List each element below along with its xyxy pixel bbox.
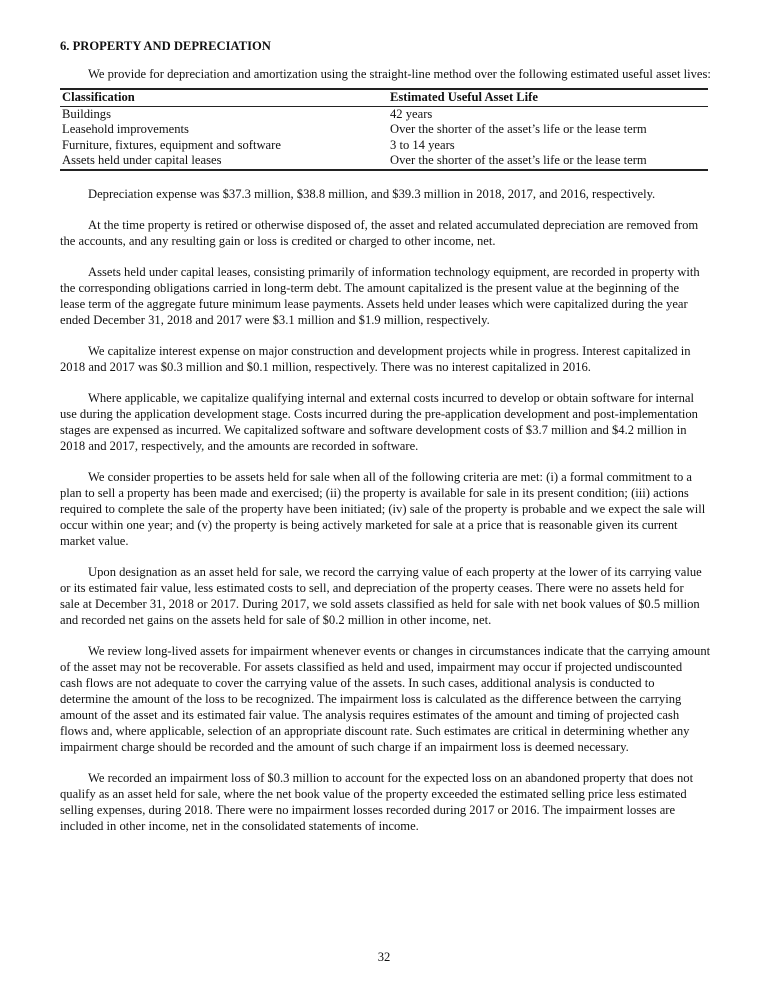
text-line: Depreciation expense was $37.3 million, $38.8 million, and $39.3 million in 2018, 2017, and 2016, respectively. (88, 186, 656, 201)
paragraph (60, 186, 710, 202)
body-text (60, 186, 710, 834)
text-line: We review long-lived assets for impairment whenever events or changes in circumstances indicate that the carrying amount (88, 643, 711, 658)
paragraph (60, 217, 710, 249)
cell-classification: Leasehold improvements (62, 122, 189, 136)
column-header-classification: Classification (60, 89, 388, 106)
text-line: occur within one year; and (v) the property is being actively marketed for sale at a price that is reasonable given its current (60, 517, 678, 532)
table-row (60, 106, 708, 122)
cell-useful-life: Over the shorter of the asset’s life or the lease term (390, 153, 647, 167)
text-line: 2018 and 2017, respectively, and the amounts are recorded in software. (60, 438, 419, 453)
text-line: selling expenses, during 2018. There were no impairment losses recorded during 2017 or 2016. The impairment losses are (60, 802, 676, 817)
text-line: At the time property is retired or otherwise disposed of, the asset and related accumulated depreciation are removed from (88, 217, 699, 232)
text-line: stages are expensed as incurred. We capitalized software and software development costs of $3.7 million and $4.2 million in (60, 422, 687, 437)
text-line: the accounts, and any resulting gain or loss is credited or charged to other income, net. (60, 233, 496, 248)
text-line: We consider properties to be assets held for sale when all of the following criteria are met: (i) a formal commitment to a (88, 469, 692, 484)
cell-classification: Assets held under capital leases (62, 153, 222, 167)
document-page (60, 38, 710, 834)
text-line: ended December 31, 2018 and 2017 were $3.1 million and $1.9 million, respectively. (60, 312, 490, 327)
text-line: required to complete the sale of the property have been initiated; (iv) sale of the property is probable and we expect the sale will (60, 501, 706, 516)
text-line: 2018 and 2017 was $0.3 million and $0.1 million, respectively. There was no interest capitalized in 2016. (60, 359, 591, 374)
column-header-useful-life: Estimated Useful Asset Life (388, 89, 708, 106)
table-row (60, 138, 708, 154)
paragraph (60, 770, 710, 834)
cell-useful-life: 42 years (390, 106, 433, 121)
paragraph (60, 390, 710, 454)
text-line: qualify as an asset held for sale, where the net book value of the property exceeded the estimated selling price less estimated (60, 786, 687, 801)
text-line: use during the application development stage. Costs incurred during the pre-application development and post-implementation (60, 406, 698, 421)
text-line: included in other income, net in the consolidated statements of income. (60, 818, 419, 833)
text-line: plan to sell a property has been made and exercised; (ii) the property is available for sale in its present condition; (iii) actions (60, 485, 689, 500)
intro-paragraph: We provide for depreciation and amortization using the straight-line method over the following estimated useful asset lives: (88, 67, 711, 81)
cell-classification: Buildings (62, 106, 111, 121)
text-line: Where applicable, we capitalize qualifying internal and external costs incurred to develop or obtain software for internal (88, 390, 695, 405)
text-line: of the asset may not be recoverable. For assets classified as held and used, impairment may occur if projected undiscounted (60, 659, 683, 674)
asset-life-table (60, 88, 708, 171)
cell-useful-life: 3 to 14 years (390, 137, 455, 152)
text-line: market value. (60, 533, 129, 548)
text-line: amount of the asset and its estimated fair value. The analysis requires estimates of the amount and timing of projected cash (60, 707, 680, 722)
cell-useful-life: Over the shorter of the asset’s life or the lease term (390, 122, 647, 136)
text-line: We capitalize interest expense on major construction and development projects while in progress. Interest capitalized in (88, 343, 691, 358)
paragraph (60, 343, 710, 375)
text-line: We recorded an impairment loss of $0.3 million to account for the expected loss on an abandoned property that does not (88, 770, 694, 785)
text-line: the corresponding obligations carried in long-term debt. The amount capitalized is the present value at the beginning of the (60, 280, 680, 295)
cell-classification: Furniture, fixtures, equipment and software (62, 137, 281, 152)
table-row (60, 153, 708, 170)
section-heading: 6. PROPERTY AND DEPRECIATION (60, 39, 271, 53)
text-line: and recorded net gains on the assets held for sale of $0.2 million in other income, net. (60, 612, 492, 627)
table-header-row (60, 89, 708, 106)
paragraph (60, 643, 710, 755)
text-line: cash flows are not adequate to cover the carrying value of the assets. In such cases, additional analysis is conducted to (60, 675, 655, 690)
table-row (60, 122, 708, 138)
paragraph (60, 264, 710, 328)
paragraph (60, 564, 710, 628)
text-line: Upon designation as an asset held for sale, we record the carrying value of each property at the lower of its carrying value (88, 564, 702, 579)
paragraph (60, 469, 710, 549)
text-line: sale at December 31, 2018 or 2017. During 2017, we sold assets classified as held for sale with net book values of $0.5 million (60, 596, 700, 611)
page-number: 32 (377, 950, 391, 964)
text-line: impairment charge should be recorded and the amount of such charge if an impairment loss is deemed necessary. (60, 739, 629, 754)
text-line: or its estimated fair value, less estimated costs to sell, and depreciation of the property ceases. There were no assets held for (60, 580, 684, 595)
text-line: flows and, where applicable, selection of an appropriate discount rate. Such estimates are critical in determining whether any (60, 723, 690, 738)
text-line: lease term of the aggregate future minimum lease payments. Assets held under leases which were capitalized during the year (60, 296, 688, 311)
text-line: determine the amount of the loss to be recognized. The impairment loss is calculated as the difference between the carrying (60, 691, 682, 706)
text-line: Assets held under capital leases, consisting primarily of information technology equipment, are recorded in property with (88, 264, 700, 279)
